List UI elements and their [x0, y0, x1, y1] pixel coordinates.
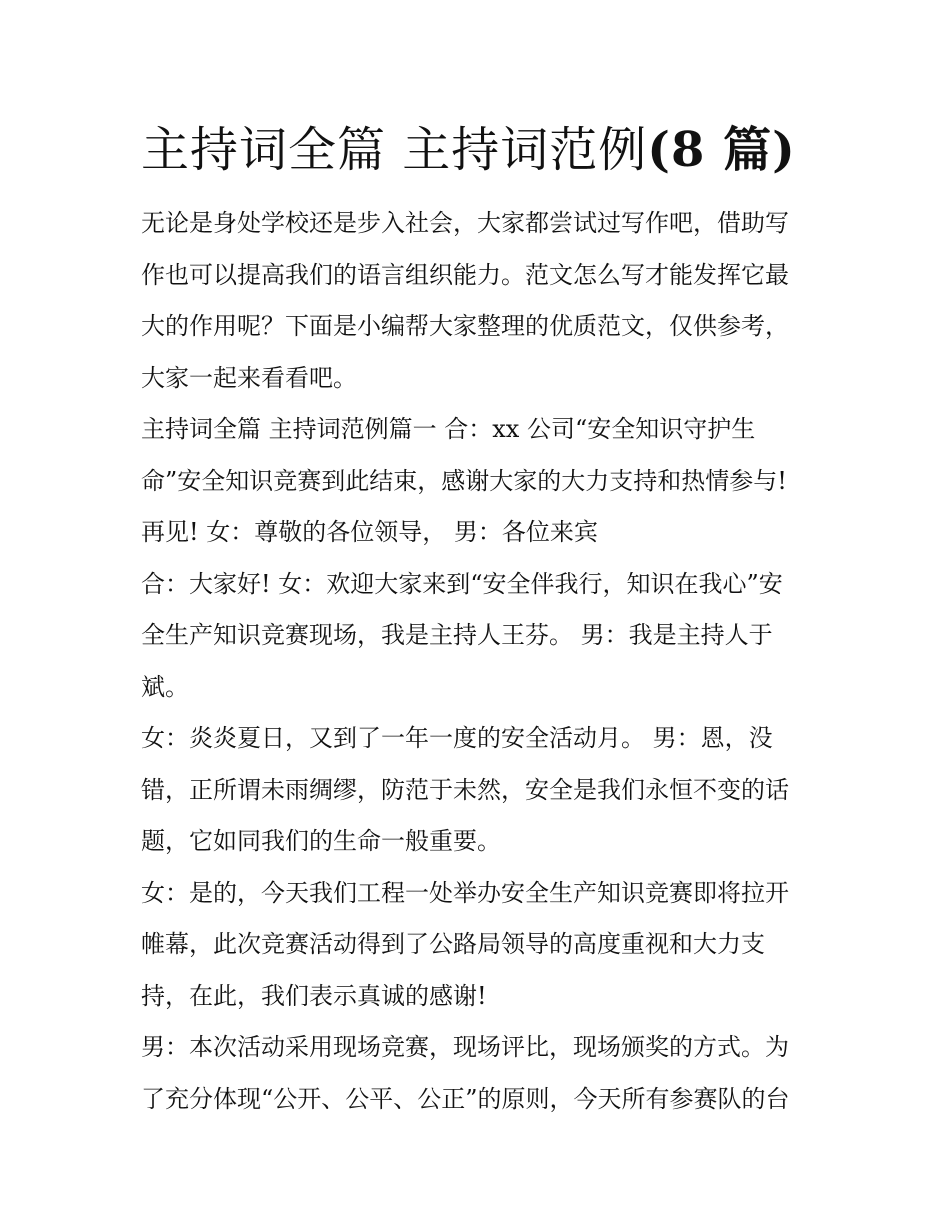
text-line: 了充分体现“公开、公平、公正”的原则，今天所有参赛队的台 [141, 1084, 790, 1113]
text-line: 帷幕，此次竞赛活动得到了公路局领导的高度重视和大力支 [141, 930, 765, 958]
body-text [141, 198, 821, 1125]
text-line: 大的作用呢？下面是小编帮大家整理的优质范文，仅供参考， [141, 312, 789, 340]
text-line: 再见! 女：尊敬的各位领导， 男：各位来宾 [141, 518, 598, 546]
text-line: 合：大家好! 女：欢迎大家来到“安全伴我行，知识在我心”安 [141, 569, 783, 598]
document-title [141, 118, 821, 182]
text-line: 女：是的，今天我们工程一处举办安全生产知识竞赛即将拉开 [141, 878, 789, 907]
title-main: 主持词全篇 主持词范例 [141, 122, 648, 178]
text-line: 命”安全知识竞赛到此结束，感谢大家的大力支持和热情参与! [141, 466, 787, 495]
text-line: 全生产知识竞赛现场，我是主持人王芬。 男：我是主持人于 [141, 621, 773, 649]
text-line: 男：本次活动采用现场竞赛，现场评比，现场颁奖的方式。为 [141, 1033, 789, 1061]
text-line: 主持词全篇 主持词范例篇一 合：xx 公司“安全知识守护生 [141, 415, 756, 443]
title-suffix: (8 篇) [647, 122, 796, 178]
text-line: 大家一起来看看吧。 [141, 363, 357, 392]
text-line: 持，在此，我们表示真诚的感谢! [141, 981, 487, 1010]
text-line: 题，它如同我们的生命一般重要。 [141, 827, 501, 855]
text-line: 作也可以提高我们的语言组织能力。范文怎么写才能发挥它最 [141, 260, 789, 289]
text-line: 无论是身处学校还是步入社会，大家都尝试过写作吧，借助写 [141, 209, 789, 237]
text-line: 斌。 [141, 672, 189, 701]
text-line: 女：炎炎夏日，又到了一年一度的安全活动月。 男：恩，没 [141, 724, 773, 752]
document-content [141, 118, 821, 1125]
text-line: 错，正所谓未雨绸缪，防范于未然，安全是我们永恒不变的话 [141, 775, 789, 804]
